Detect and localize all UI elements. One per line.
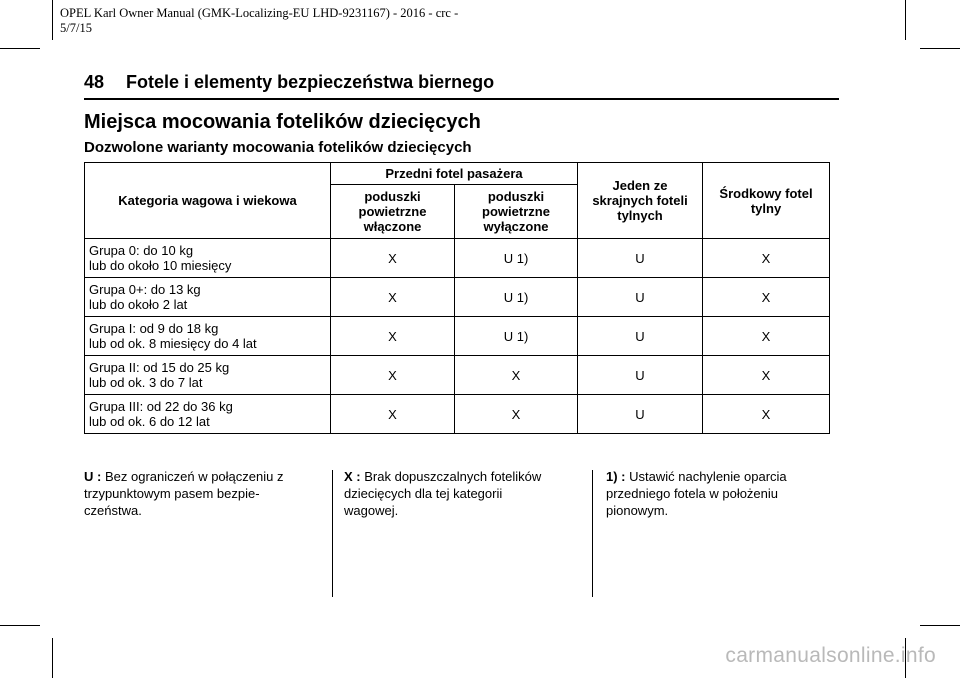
header-line: skrajnych foteli — [592, 193, 688, 208]
cell-rear-center: X — [703, 239, 830, 278]
column-separator — [332, 470, 333, 597]
footnote-text: Brak dopuszczalnych fotelików — [364, 469, 542, 484]
footnote-x — [344, 468, 576, 519]
crop-mark — [920, 625, 960, 626]
cell-rear-outer: U — [578, 317, 703, 356]
cell-rear-outer: U — [578, 278, 703, 317]
header-front-passenger: Przedni fotel pasażera — [331, 163, 578, 185]
page-number: 48 — [84, 72, 105, 92]
crop-mark — [920, 48, 960, 49]
header-line: poduszki — [487, 189, 545, 204]
footnote-key: X : — [344, 469, 361, 484]
cell-rear-outer: U — [578, 239, 703, 278]
footnote-text: wagowej. — [344, 503, 399, 518]
category-line: Grupa 0: do 10 kg — [89, 243, 194, 258]
header-line: włączone — [363, 219, 422, 234]
category-cell — [85, 356, 331, 395]
cell-airbag-on: X — [331, 356, 455, 395]
footnote-1 — [606, 468, 838, 519]
cell-airbag-on: X — [331, 395, 455, 434]
heading-rule — [84, 98, 839, 100]
header-airbag-on — [331, 185, 455, 239]
crop-mark — [52, 0, 53, 40]
footnote-text: czeństwa. — [84, 503, 142, 518]
cell-airbag-off: X — [455, 395, 578, 434]
header-line: Środkowy fotel — [719, 185, 813, 201]
table-row — [85, 317, 830, 356]
table-row — [85, 278, 830, 317]
crop-mark — [0, 48, 40, 49]
footnote-key: 1) : — [606, 469, 626, 484]
page-heading — [84, 72, 844, 93]
cell-rear-center: X — [703, 278, 830, 317]
document-header — [60, 6, 520, 36]
header-line: tylnych — [617, 208, 663, 223]
cell-rear-outer: U — [578, 395, 703, 434]
table-row — [85, 239, 830, 278]
category-line: lub od ok. 6 do 12 lat — [89, 414, 210, 429]
chapter-title: Fotele i elementy bezpieczeństwa biernego — [126, 72, 495, 92]
category-line: lub od ok. 3 do 7 lat — [89, 375, 203, 390]
footnote-text: przedniego fotela w położeniu — [606, 486, 779, 501]
cell-airbag-on: X — [331, 317, 455, 356]
table-row — [85, 356, 830, 395]
category-line: Grupa I: od 9 do 18 kg — [89, 321, 219, 336]
header-line: tylny — [750, 200, 782, 216]
crop-mark — [52, 638, 53, 678]
document-header-line: OPEL Karl Owner Manual (GMK-Localizing-EU LHD-9231167) - 2016 - crc - — [60, 6, 459, 20]
category-line: Grupa III: od 22 do 36 kg — [89, 399, 233, 414]
footnote-text: pionowym. — [606, 503, 669, 518]
header-line: Jeden ze — [612, 178, 668, 193]
header-rear-center — [703, 163, 830, 239]
document-header-date: 5/7/15 — [60, 21, 92, 35]
header-line: powietrzne — [358, 204, 427, 219]
header-airbag-off — [455, 185, 578, 239]
category-line: lub do około 2 lat — [89, 297, 188, 312]
column-separator — [592, 470, 593, 597]
cell-rear-outer: U — [578, 356, 703, 395]
category-cell — [85, 317, 331, 356]
cell-airbag-off: U 1) — [455, 239, 578, 278]
category-line: Grupa II: od 15 do 25 kg — [89, 360, 230, 375]
watermark: carmanualsonline.info — [725, 644, 936, 667]
table-row — [85, 395, 830, 434]
category-line: lub do około 10 miesięcy — [89, 258, 232, 273]
section-title: Miejsca mocowania fotelików dziecięcych — [84, 111, 481, 133]
category-cell — [85, 239, 331, 278]
header-line: powietrzne — [482, 204, 550, 219]
footnote-text: Bez ograniczeń w połączeniu z — [104, 469, 284, 484]
cell-rear-center: X — [703, 317, 830, 356]
cell-rear-center: X — [703, 395, 830, 434]
header-line: wyłączone — [483, 219, 549, 234]
header-category: Kategoria wagowa i wiekowa — [85, 163, 331, 239]
footnote-text: trzypunktowym pasem bezpie- — [84, 486, 260, 501]
table-caption: Dozwolone warianty mocowania fotelików dziecięcych — [84, 139, 472, 156]
child-seat-table — [84, 162, 830, 434]
cell-airbag-on: X — [331, 239, 455, 278]
cell-rear-center: X — [703, 356, 830, 395]
crop-mark — [905, 0, 906, 40]
category-cell — [85, 278, 331, 317]
footnote-key: U : — [84, 469, 102, 484]
footnote-text: dziecięcych dla tej kategorii — [344, 486, 503, 501]
cell-airbag-off: U 1) — [455, 278, 578, 317]
category-line: Grupa 0+: do 13 kg — [89, 282, 201, 297]
footnote-text: Ustawić nachylenie oparcia — [629, 469, 787, 484]
cell-airbag-on: X — [331, 278, 455, 317]
header-line: poduszki — [364, 189, 421, 204]
header-rear-outer — [578, 163, 703, 239]
cell-airbag-off: U 1) — [455, 317, 578, 356]
crop-mark — [0, 625, 40, 626]
cell-airbag-off: X — [455, 356, 578, 395]
footnote-u — [84, 468, 316, 519]
category-line: lub od ok. 8 miesięcy do 4 lat — [89, 336, 257, 351]
category-cell — [85, 395, 331, 434]
